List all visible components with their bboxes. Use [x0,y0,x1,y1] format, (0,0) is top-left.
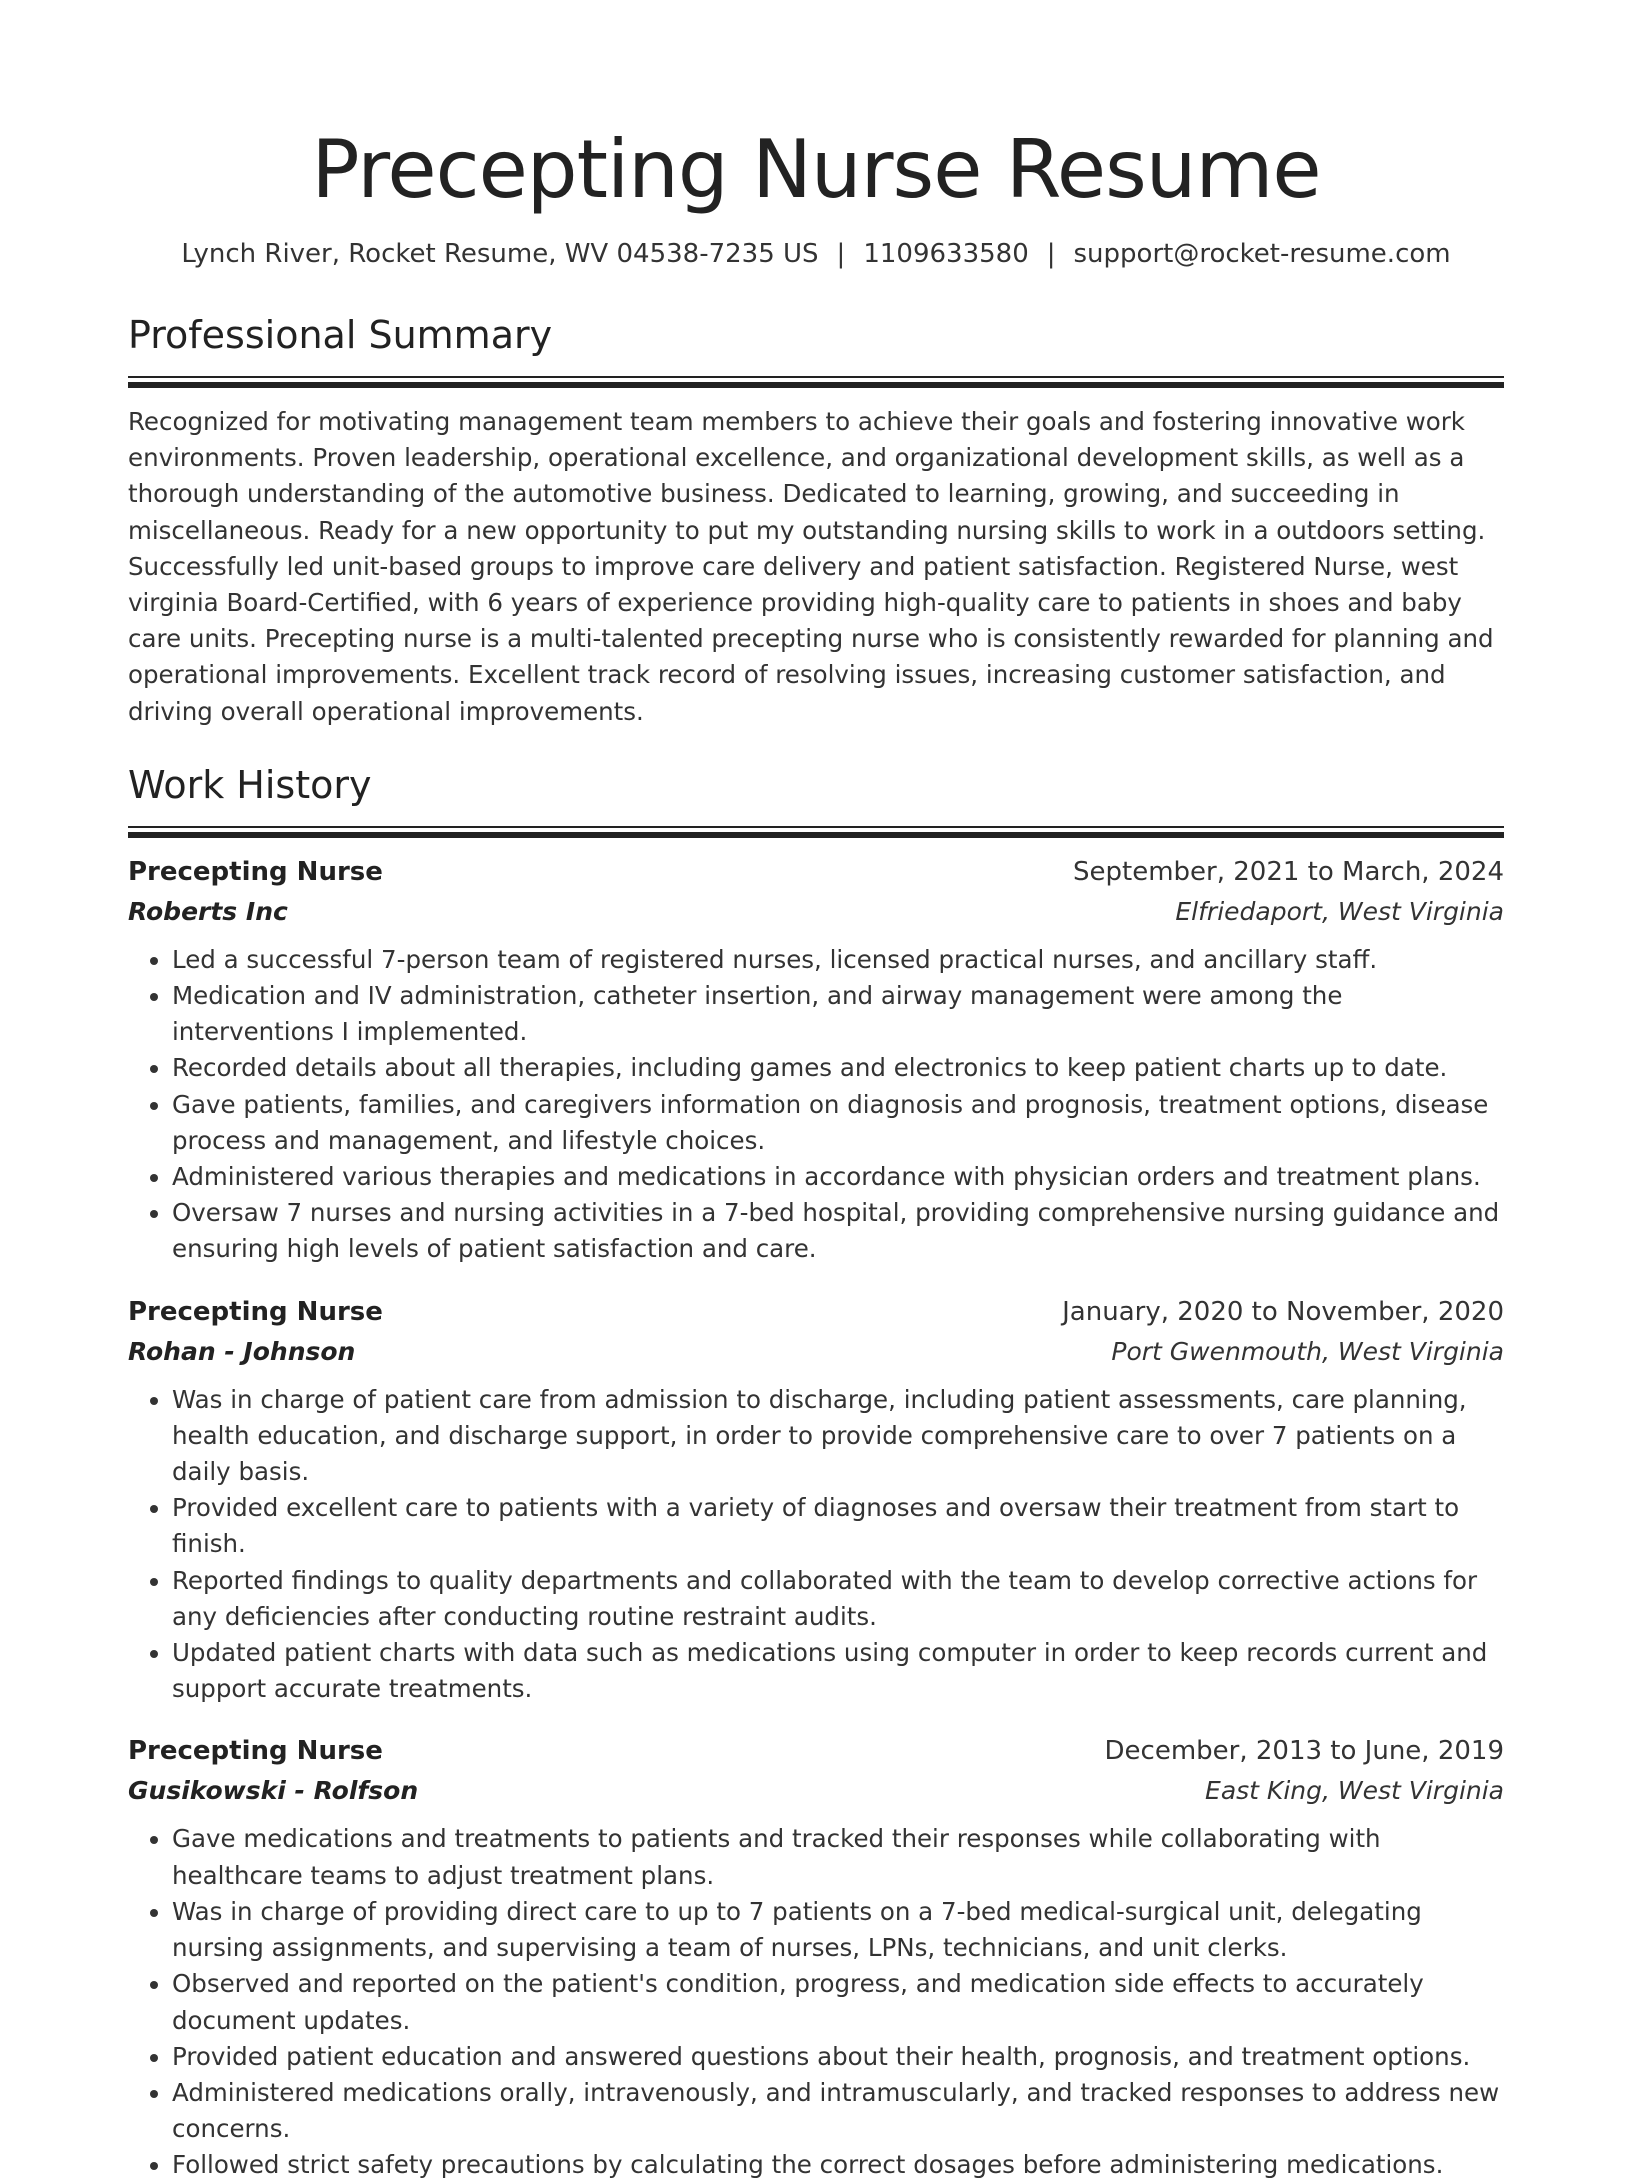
job-bullet: • Was in charge of patient care from admission to discharge, including patient assessments, care planning, health education, and discharge support, in order to provide comprehensive care to over 7 patients on a daily basis. [172,1382,1504,1491]
job-location: Elfriedaport, West Virginia [1175,896,1504,926]
job-company-row [128,892,1504,932]
section-heading-summary: Professional Summary [128,313,553,357]
job-bullet: • Oversaw 7 nurses and nursing activities in a 7-bed hospital, providing comprehensive nursing guidance and ensuring high levels of patient satisfaction and care. [172,1195,1504,1267]
job-location: Port Gwenmouth, West Virginia [1111,1336,1504,1366]
resume-page [128,120,1504,2184]
job-bullet: • Led a successful 7-person team of registered nurses, licensed practical nurses, and ancillary staff. [172,942,1504,978]
job-bullet: • Updated patient charts with data such as medications using computer in order to keep records current and support accurate treatments. [172,1635,1504,1707]
contact-line [128,236,1504,272]
work-history-section [128,760,1504,2184]
job-company-row [128,1771,1504,1811]
job-title: Precepting Nurse [128,1296,383,1327]
job-company-row [128,1332,1504,1372]
job-bullet: • Followed strict safety precautions by calculating the correct dosages before administering medications. [172,2147,1504,2183]
job-dates: January, 2020 to November, 2020 [1062,1296,1504,1327]
job-bullet: • Was in charge of providing direct care to up to 7 patients on a 7-bed medical-surgical unit, delegating nursing assignments, and supervising a team of nurses, LPNs, technicians, and unit clerks. [172,1894,1504,1966]
section-divider [128,826,1504,838]
job-bullet: • Recorded details about all therapies, including games and electronics to keep patient charts up to date. [172,1050,1504,1086]
job-header-row [128,1731,1504,1771]
contact-email: support@rocket-resume.com [1073,239,1451,269]
job-entry [128,1731,1504,2183]
job-bullet: • Administered various therapies and medications in accordance with physician orders and treatment plans. [172,1159,1504,1195]
job-company: Gusikowski - Rolfson [128,1776,419,1806]
summary-section [128,310,1504,730]
job-bullets [128,942,1504,1268]
contact-address: Lynch River, Rocket Resume, WV 04538-7235 US [181,239,819,269]
job-title: Precepting Nurse [128,856,383,887]
job-bullet: • Gave medications and treatments to patients and tracked their responses while collaborating with healthcare teams to adjust treatment plans. [172,1821,1504,1893]
job-bullet: • Administered medications orally, intravenously, and intramuscularly, and tracked responses to address new concerns. [172,2075,1504,2147]
job-bullets [128,1821,1504,2183]
contact-separator: | [1046,239,1056,269]
job-bullets [128,1382,1504,1708]
job-entry [128,1292,1504,1708]
contact-phone: 1109633580 [863,239,1029,269]
job-bullet: • Provided patient education and answered questions about their health, prognosis, and treatment options. [172,2039,1504,2075]
job-bullet: • Reported findings to quality departments and collaborated with the team to develop corrective actions for any deficiencies after conducting routine restraint audits. [172,1563,1504,1635]
job-dates: December, 2013 to June, 2019 [1104,1736,1504,1767]
job-bullet: • Provided excellent care to patients with a variety of diagnoses and oversaw their treatment from start to finish. [172,1490,1504,1562]
section-heading-work-history: Work History [128,762,372,807]
job-entry [128,852,1504,1268]
job-header-row [128,852,1504,892]
job-dates: September, 2021 to March, 2024 [1073,856,1504,887]
job-title: Precepting Nurse [128,1736,383,1767]
job-header-row [128,1292,1504,1332]
job-bullet: • Medication and IV administration, catheter insertion, and airway management were among the interventions I implemented. [172,978,1504,1050]
contact-separator: | [836,239,846,269]
section-divider [128,376,1504,388]
job-bullet: • Gave patients, families, and caregivers information on diagnosis and prognosis, treatment options, disease process and management, and lifestyle choices. [172,1087,1504,1159]
summary-text: Recognized for motivating management team members to achieve their goals and fostering innovative work environments. Proven leadership, operational excellence, and organizational development skills, as well as a thorough understanding of the automotive business. Dedicated to learning, growing, and succeeding in miscellaneous. Ready for a new opportunity to put my outstanding nursing skills to work in a outdoors setting. Successfully led unit-based groups to improve care delivery and patient satisfaction. Registered Nurse, west virginia Board-Certified, with 6 years of experience providing high-quality care to patients in shoes and baby care units. Precepting nurse is a multi-talented precepting nurse who is consistently rewarded for planning and operational improvements. Excellent track record of resolving issues, increasing customer satisfaction, and driving overall operational improvements. [128,407,1494,726]
job-bullet: • Observed and reported on the patient's condition, progress, and medication side effects to accurately document updates. [172,1966,1504,2038]
job-company: Roberts Inc [128,896,288,926]
page-title: Precepting Nurse Resume [311,123,1321,216]
job-location: East King, West Virginia [1205,1776,1504,1806]
job-company: Rohan - Johnson [128,1336,356,1366]
